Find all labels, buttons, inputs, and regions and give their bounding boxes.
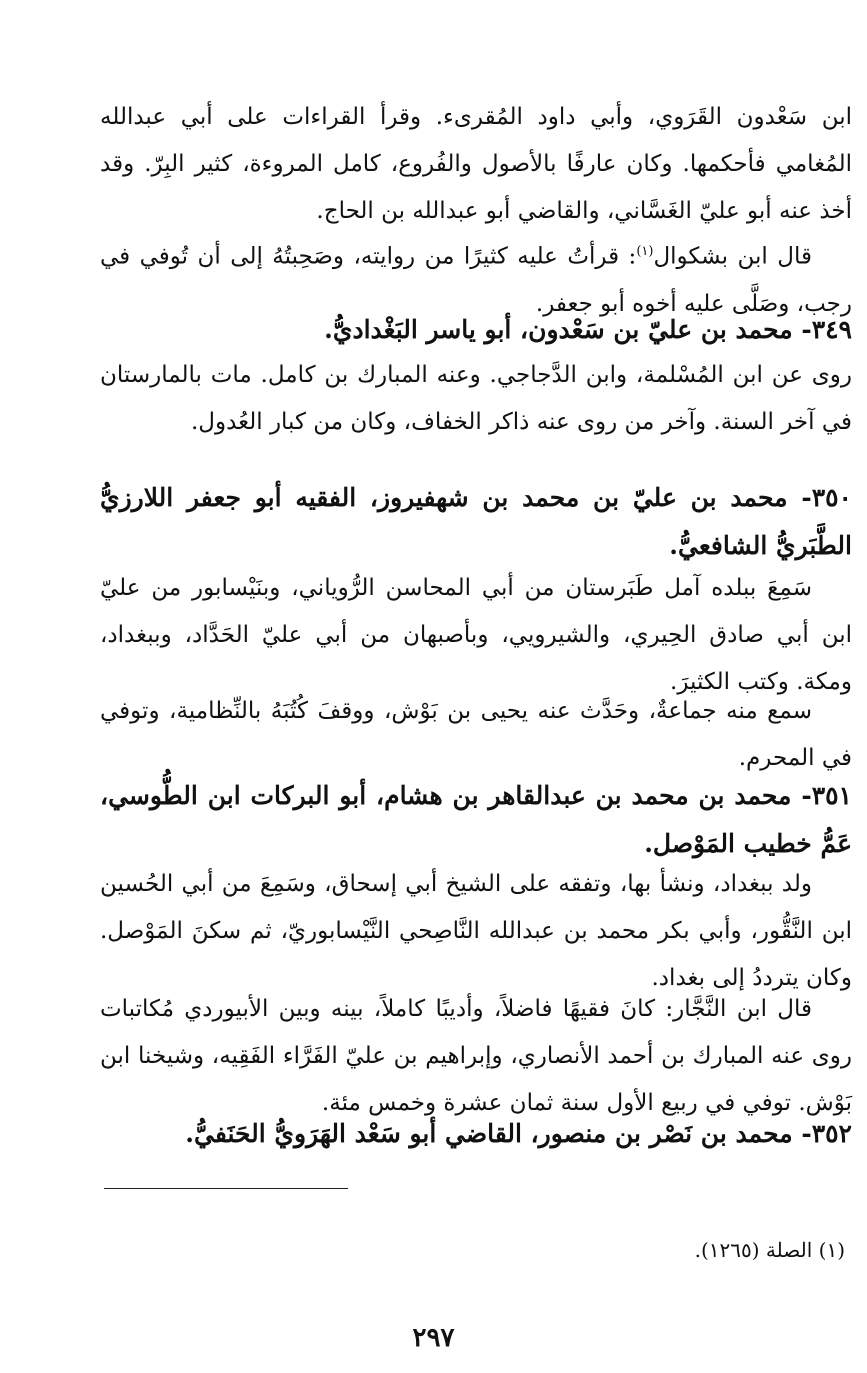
entry-heading-350: ٣٥٠- محمد بن عليّ بن محمد بن شهفيروز، الفقيه أبو جعفر اللارزيُّ الطَّبَريُّ الشافعيُّ. <box>100 483 852 560</box>
paragraph-entry-350-a: سَمِعَ ببلده آمل طَبَرستان من أبي المحاسن الرُّوياني، وبنَيْسابور من عليّ ابن أبي صادق الحِيري، والشيرويي، وبأصبهان من أبي عليّ الحَدَّاد، وببغداد، ومكة. وكتب الكثيرَ. <box>100 575 852 695</box>
entry-heading-351: ٣٥١- محمد بن محمد بن عبدالقاهر بن هشام، أبو البركات ابن الطُّوسي، عَمُّ خطيب المَوْصل. <box>100 781 852 858</box>
footnote: (١) الصلة (١٢٦٥). <box>694 1238 845 1262</box>
footnote-divider <box>104 1188 348 1189</box>
entry-heading-352: ٣٥٢- محمد بن نَصْر بن منصور، القاضي أبو سَعْد الهَرَويُّ الحَنَفيُّ. <box>185 1119 852 1148</box>
paragraph-entry-351-a: ولد ببغداد، ونشأ بها، وتفقه على الشيخ أبي إسحاق، وسَمِعَ من أبي الحُسين ابن النَّقُّور، وأبي بكر محمد بن عبدالله النَّاصِحي النَّيْسابوريّ، ثم سكنَ المَوْصل. وكان يترددُ إلى بغداد. <box>100 871 852 991</box>
entry-heading-349: ٣٤٩- محمد بن عليّ بن سَعْدون، أبو ياسر البَغْداديُّ. <box>324 315 852 344</box>
footnote-reference: (١) <box>636 244 654 259</box>
paragraph-text: : قرأتُ عليه كثيرًا من روايته، وصَحِبتُهُ إلى أن تُوفي في رجب، وصَلَّى عليه أخوه أبو جعفر. <box>100 243 852 317</box>
paragraph-entry-350-b: سمع منه جماعةٌ، وحَدَّث عنه يحيى بن بَوْش، ووقفَ كُتُبَهُ بالنِّظامية، وتوفي في المحرم. <box>100 698 852 771</box>
page-number: ٢٩٧ <box>412 1323 455 1353</box>
paragraph-continuation: ابن سَعْدون القَرَوي، وأبي داود المُقرىء. وقرأ القراءات على أبي عبدالله المُغامي فأحكمها. وكان عارفًا بالأصول والفُروع، كامل المروءة، كثير البِرّ. وقد أخذ عنه أبو عليّ الغَسَّاني، والقاضي أبو عبدالله بن الحاج. <box>100 104 852 224</box>
paragraph-entry-349: روى عن ابن المُسْلمة، وابن الدَّجاجي. وعنه المبارك بن كامل. مات بالمارستان في آخر السنة. وآخر من روى عنه ذاكر الخفاف، وكان من كبار العُدول. <box>100 362 852 435</box>
paragraph-text: قال ابن بشكوال <box>653 243 812 270</box>
paragraph-entry-351-b: قال ابن النَّجَّار: كانَ فقيهًا فاضلاً، وأديبًا كاملاً، بينه وبين الأبيوردي مُكاتبات روى عنه المبارك بن أحمد الأنصاري، وإبراهيم بن عليّ الفَرَّاء الفَقِيه، وشيخنا ابن بَوْش. توفي في ربيع الأول سنة ثمان عشرة وخمس مئة. <box>100 996 852 1116</box>
